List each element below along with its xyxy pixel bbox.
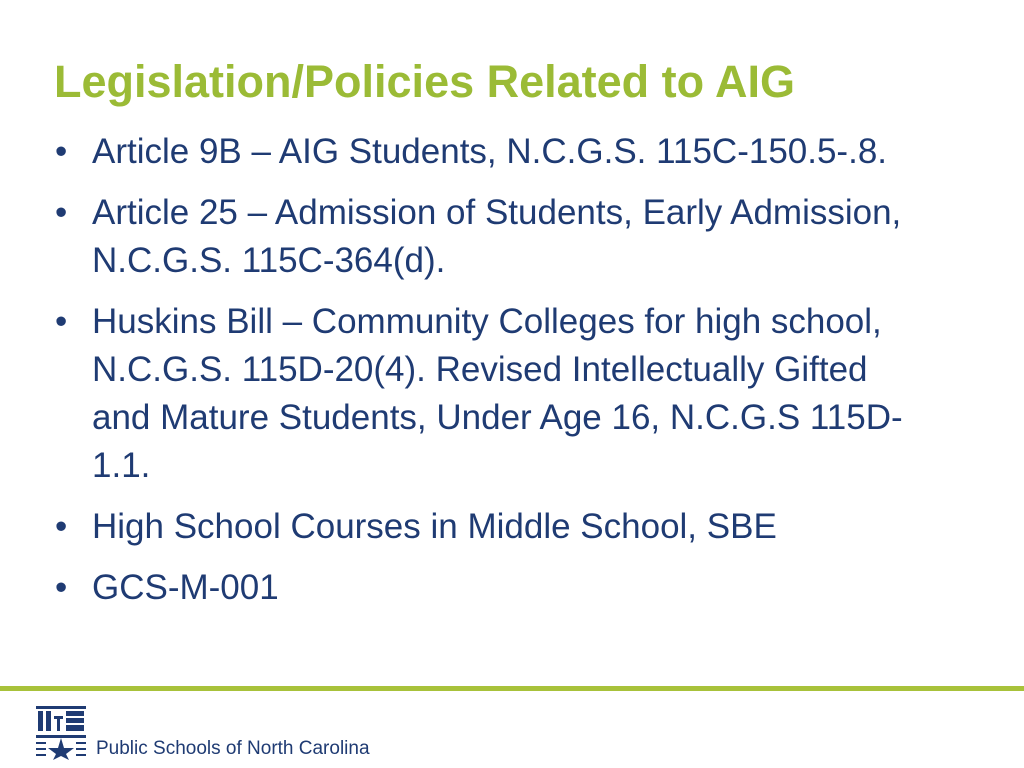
bullet-text: Article 9B – AIG Students, N.C.G.S. 115C-150.5-.8.	[92, 132, 888, 171]
bullet-item	[52, 189, 932, 285]
bullet-item	[52, 298, 932, 490]
bullet-list	[52, 128, 932, 625]
footer-divider	[0, 686, 1024, 691]
bullet-symbol: •	[55, 193, 68, 232]
bullet-item	[52, 503, 932, 551]
slide-title: Legislation/Policies Related to AIG	[54, 56, 795, 107]
bullet-item	[52, 564, 932, 612]
bullet-item	[52, 128, 932, 176]
bullet-text: High School Courses in Middle School, SBE	[92, 507, 777, 546]
bullet-text: Article 25 – Admission of Students, Early Admission, N.C.G.S. 115C-364(d).	[92, 193, 902, 280]
bullet-symbol: •	[55, 507, 68, 546]
bullet-text: GCS-M-001	[92, 568, 279, 607]
bullet-symbol: •	[55, 302, 68, 341]
bullet-symbol: •	[55, 568, 68, 607]
footer-org-name: Public Schools of North Carolina	[96, 738, 370, 759]
bullet-text: Huskins Bill – Community Colleges for high school, N.C.G.S. 115D-20(4). Revised Intellectually Gifted and Mature Students, Under Age 16, N.C.G.S 115D-1.1.	[92, 302, 903, 485]
bullet-symbol: •	[55, 132, 68, 171]
nc-schools-logo-icon	[34, 704, 88, 760]
